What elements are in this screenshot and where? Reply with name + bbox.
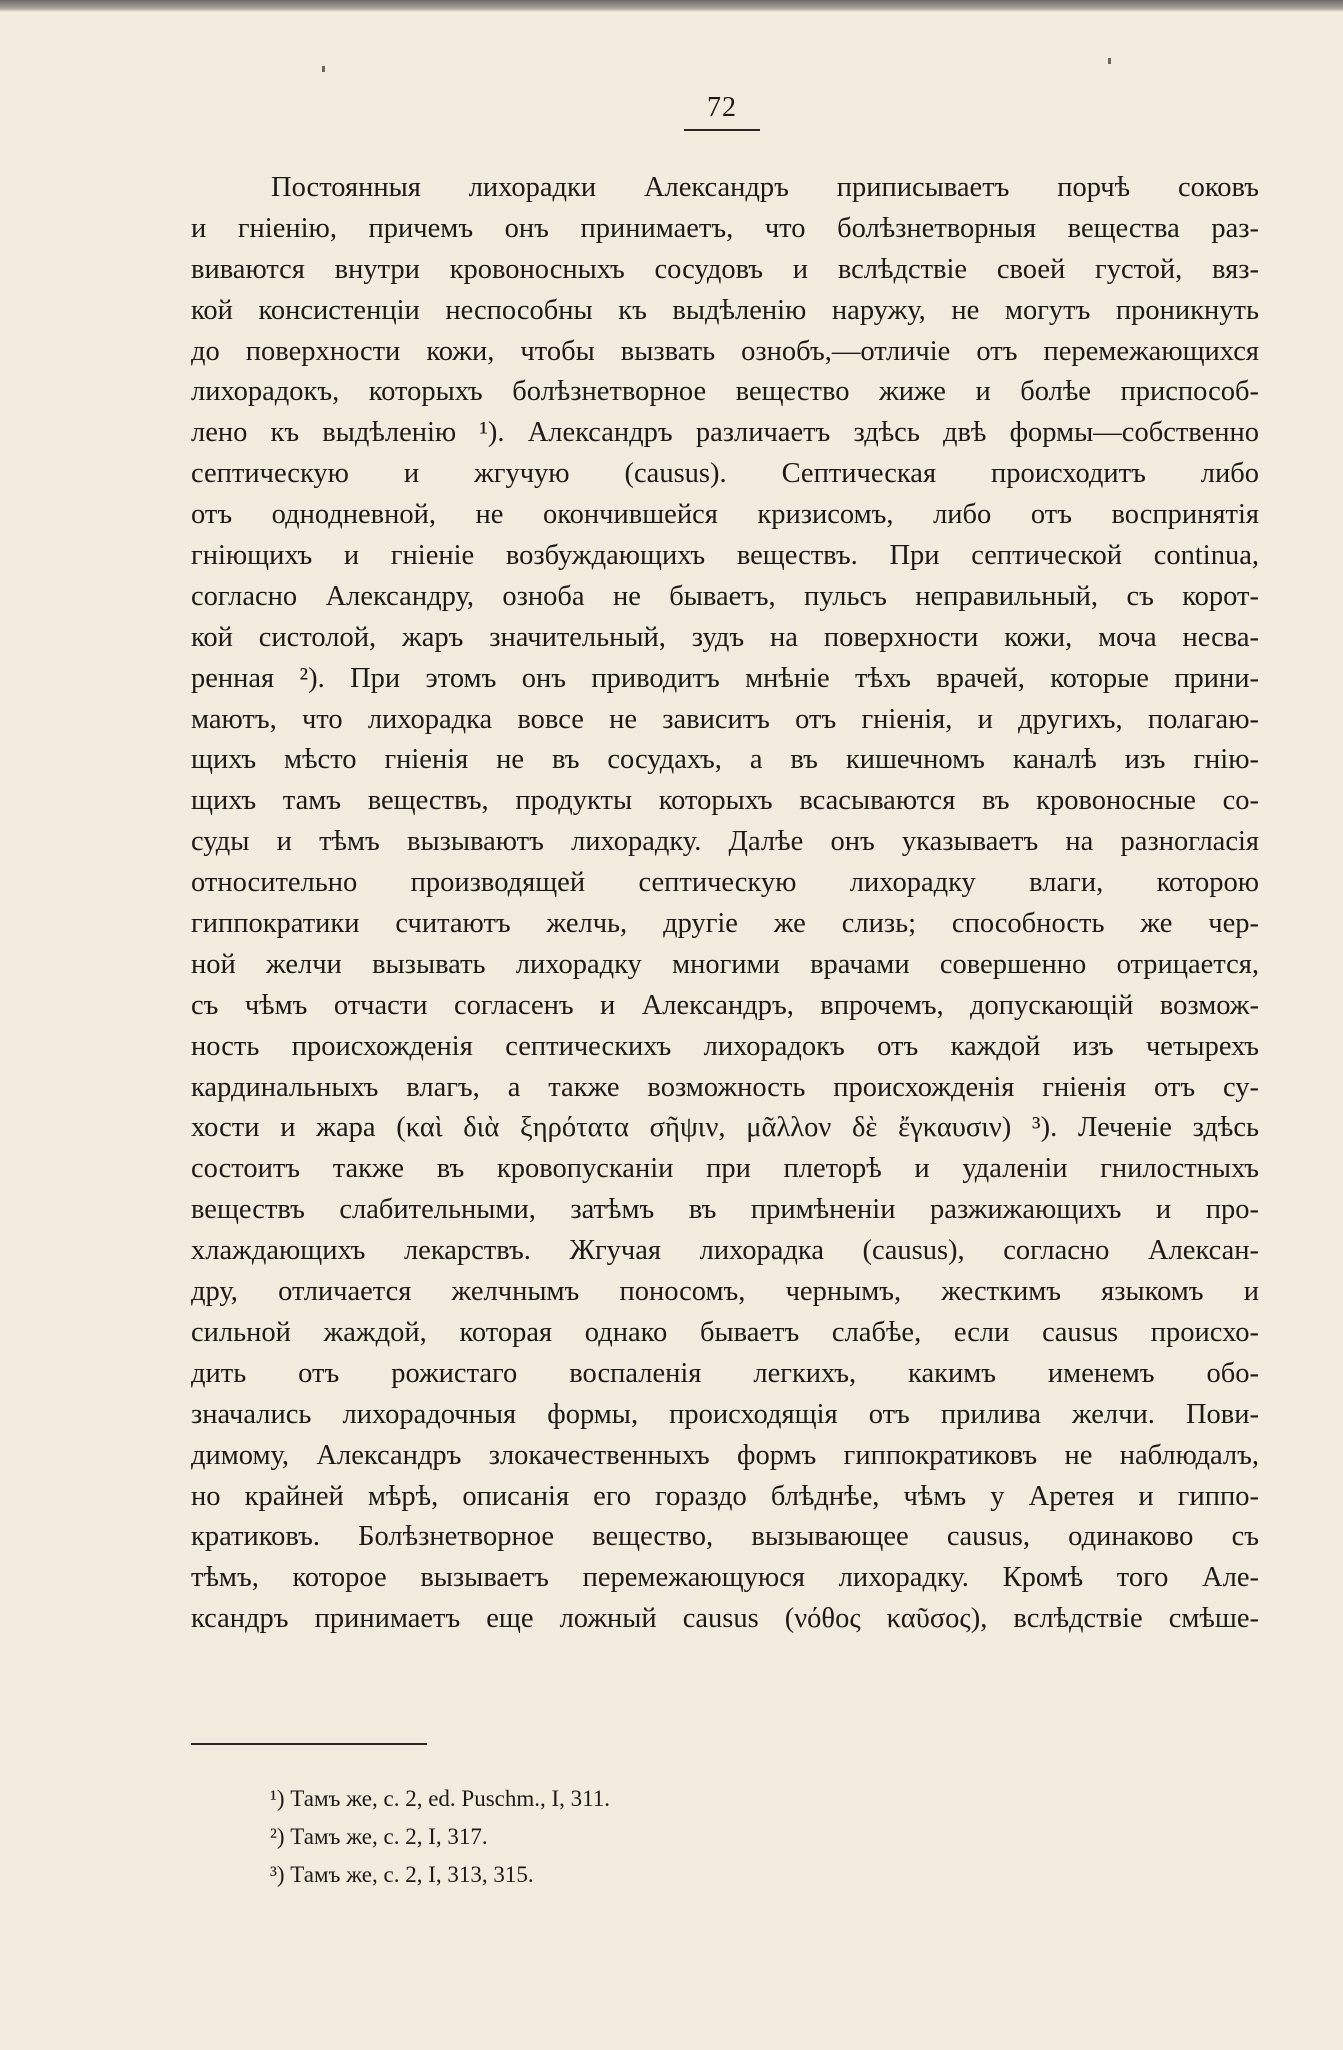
text-line: тѣмъ, которое вызываетъ перемежающуюся лихорадку. Кромѣ того Але- xyxy=(191,1562,1259,1594)
text-line: хлаждающихъ лекарствъ. Жгучая лихорадка (causus), согласно Алексан- xyxy=(191,1235,1259,1267)
footnote-2: ²) Тамъ же, с. 2, I, 317. xyxy=(270,1824,488,1849)
footnote-1: ¹) Тамъ же, с. 2, ed. Puschm., I, 311. xyxy=(270,1786,611,1811)
text-line: до поверхности кожи, чтобы вызвать ознобъ,—отличіе отъ перемежающихся xyxy=(191,335,1259,367)
text-line: гиппократики считаютъ желчь, другіе же слизь; способность же чер- xyxy=(191,908,1259,940)
text-line: отъ однодневной, не окончившейся кризисомъ, либо отъ воспринятія xyxy=(191,499,1259,531)
text-line: щихъ тамъ веществъ, продукты которыхъ всасываются въ кровоносные со- xyxy=(191,785,1259,817)
text-line: лено къ выдѣленію ¹). Александръ различаетъ здѣсь двѣ формы—собственно xyxy=(191,417,1259,449)
text-line: веществъ слабительными, затѣмъ въ примѣненіи разжижающихъ и про- xyxy=(191,1194,1259,1226)
text-line: гніющихъ и гніеніе возбуждающихъ веществъ. При септической continua, xyxy=(191,540,1259,572)
text-line: виваются внутри кровоносныхъ сосудовъ и вслѣдствіе своей густой, вяз- xyxy=(191,253,1259,285)
text-line: но крайней мѣрѣ, описанія его гораздо блѣднѣе, чѣмъ у Аретея и гиппо- xyxy=(191,1480,1259,1512)
footnotes xyxy=(270,1780,610,1894)
text-line: кой систолой, жаръ значительный, зудъ на поверхности кожи, моча несва- xyxy=(191,621,1259,653)
page-top-edge xyxy=(0,0,1343,12)
text-line: ксандръ принимаетъ еще ложный causus (νόθος καῦσος), вслѣдствіе смѣше- xyxy=(191,1603,1259,1635)
text-line: димому, Александръ злокачественныхъ формъ гиппократиковъ не наблюдалъ, xyxy=(191,1439,1259,1471)
text-line: согласно Александру, озноба не бываетъ, пульсъ неправильный, съ корот- xyxy=(191,580,1259,612)
text-line: кардинальныхъ влагъ, а также возможность происхожденія гніенія отъ су- xyxy=(191,1071,1259,1103)
text-line: септическую и жгучую (causus). Септическая происходитъ либо xyxy=(191,458,1259,490)
text-line: маютъ, что лихорадка вовсе не зависитъ отъ гніенія, и другихъ, полагаю- xyxy=(191,703,1259,735)
body-text xyxy=(191,168,1259,1640)
text-line: состоитъ также въ кровопусканіи при плеторѣ и удаленіи гнилостныхъ xyxy=(191,1153,1259,1185)
text-line: ной желчи вызывать лихорадку многими врачами совершенно отрицается, xyxy=(191,948,1259,980)
text-line: дить отъ рожистаго воспаленія легкихъ, какимъ именемъ обо- xyxy=(191,1357,1259,1389)
text-line: щихъ мѣсто гніенія не въ сосудахъ, а въ кишечномъ каналѣ изъ гнію- xyxy=(191,744,1259,776)
text-line: и гніенію, причемъ онъ принимаетъ, что болѣзнетворныя вещества раз- xyxy=(191,212,1259,244)
text-line: дру, отличается желчнымъ поносомъ, чернымъ, жесткимъ языкомъ и xyxy=(191,1276,1259,1308)
text-line: съ чѣмъ отчасти согласенъ и Александръ, впрочемъ, допускающій возмож- xyxy=(191,989,1259,1021)
text-line: сильной жаждой, которая однако бываетъ слабѣе, если causus происхо- xyxy=(191,1316,1259,1348)
text-line: кой консистенціи неспособны къ выдѣленію наружу, не могутъ проникнуть xyxy=(191,294,1259,326)
print-speck xyxy=(1108,58,1111,64)
text-line: относительно производящей септическую лихорадку влаги, которою xyxy=(191,867,1259,899)
text-line: ность происхожденія септическихъ лихорадокъ отъ каждой изъ четырехъ xyxy=(191,1030,1259,1062)
page-number: 72 xyxy=(707,92,737,123)
text-line: значались лихорадочныя формы, происходящія отъ прилива желчи. Пови- xyxy=(191,1398,1259,1430)
text-line: суды и тѣмъ вызываютъ лихорадку. Далѣе онъ указываетъ на разногласія xyxy=(191,826,1259,858)
footnote-3: ³) Тамъ же, с. 2, I, 313, 315. xyxy=(270,1862,534,1887)
footnote-separator xyxy=(191,1743,427,1745)
text-line: Постоянныя лихорадки Александръ приписываетъ порчѣ соковъ xyxy=(271,172,1259,203)
print-speck xyxy=(322,66,325,72)
text-line: ренная ²). При этомъ онъ приводитъ мнѣніе тѣхъ врачей, которые прини- xyxy=(191,662,1259,694)
text-line: кратиковъ. Болѣзнетворное вещество, вызывающее causus, одинаково съ xyxy=(191,1521,1259,1553)
page-number-rule xyxy=(684,129,760,131)
text-line: лихорадокъ, которыхъ болѣзнетворное вещество жиже и болѣе приспособ- xyxy=(191,376,1259,408)
text-line: хости и жара (καὶ διὰ ξηρότατα σῆψιν, μᾶλλον δὲ ἔγκαυσιν) ³). Леченіе здѣсь xyxy=(191,1112,1259,1144)
